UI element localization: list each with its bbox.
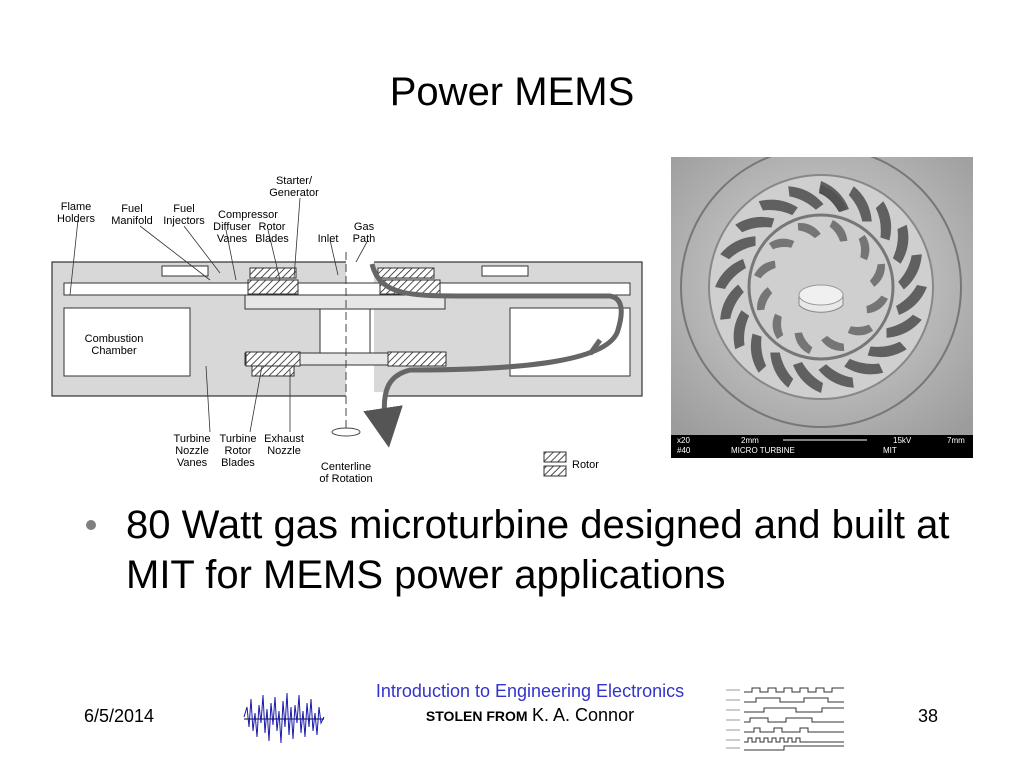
microturbine-diagram: [50, 170, 660, 490]
label-turbine-nozzle-2: Nozzle: [175, 445, 209, 457]
photo-caption-mit: MIT: [883, 446, 897, 455]
label-flame-holders-2: Holders: [57, 213, 95, 225]
label-fuel-injectors-2: Injectors: [163, 215, 205, 227]
micro-turbine-photo: [671, 157, 973, 458]
footer-credit: [340, 705, 720, 726]
label-diffuser-2: Vanes: [216, 233, 248, 245]
photo-caption-mag: x20: [677, 436, 690, 445]
timing-diagram-logo: [724, 686, 846, 752]
bullet-dot: [86, 520, 96, 530]
label-turbine-rotor-3: Blades: [221, 457, 255, 469]
photo-caption-wd: 7mm: [947, 436, 965, 445]
label-rotor-blades-2: Blades: [255, 233, 289, 245]
rotor-legend-swatch-2: [544, 466, 566, 476]
label-gas-path-1: Gas: [353, 221, 375, 233]
label-compressor: Compressor: [218, 209, 278, 221]
label-turbine-nozzle-1: Turbine: [173, 433, 211, 445]
label-turbine-rotor-1: Turbine: [219, 433, 257, 445]
noise-signal-logo: [242, 687, 326, 749]
label-rotor-legend: Rotor: [572, 459, 599, 471]
footer-date: 6/5/2014: [84, 706, 155, 726]
label-starter-1: Starter/: [275, 175, 313, 187]
label-gas-path-2: Path: [352, 233, 376, 245]
label-fuel-manifold-1: Fuel: [121, 203, 143, 215]
label-turbine-nozzle-3: Vanes: [176, 457, 208, 469]
label-flame-holders-1: Flame: [60, 201, 92, 213]
label-fuel-injectors-1: Fuel: [173, 203, 195, 215]
footer-course-title: Introduction to Engineering Electronics: [375, 681, 685, 701]
footer-stolen-from: STOLEN FROM: [425, 708, 528, 724]
label-centerline-2: of Rotation: [319, 473, 373, 485]
label-rotor-blades-1: Rotor: [258, 221, 286, 233]
label-exhaust-1: Exhaust: [264, 433, 304, 445]
photo-caption-name: MICRO TURBINE: [731, 446, 795, 455]
label-turbine-rotor-2: Rotor: [224, 445, 252, 457]
label-combustion-2: Chamber: [91, 345, 137, 357]
label-combustion-1: Combustion: [84, 333, 144, 345]
footer-author: K. A. Connor: [532, 705, 635, 725]
label-inlet: Inlet: [317, 233, 339, 245]
photo-caption-kv: 15kV: [893, 436, 912, 445]
photo-caption-scale: 2mm: [741, 436, 759, 445]
label-starter-2: Generator: [269, 187, 319, 199]
slide-title: Power MEMS: [389, 70, 635, 114]
rotor-legend-swatch-1: [544, 452, 566, 462]
bullet-text: 80 Watt gas microturbine designed and built at MIT for MEMS power applications: [126, 503, 950, 597]
footer-page-number: 38: [917, 706, 938, 726]
label-exhaust-2: Nozzle: [267, 445, 301, 457]
photo-caption-id: #40: [677, 446, 691, 455]
label-fuel-manifold-2: Manifold: [111, 215, 153, 227]
label-centerline-1: Centerline: [320, 461, 372, 473]
label-diffuser-1: Diffuser: [213, 221, 251, 233]
